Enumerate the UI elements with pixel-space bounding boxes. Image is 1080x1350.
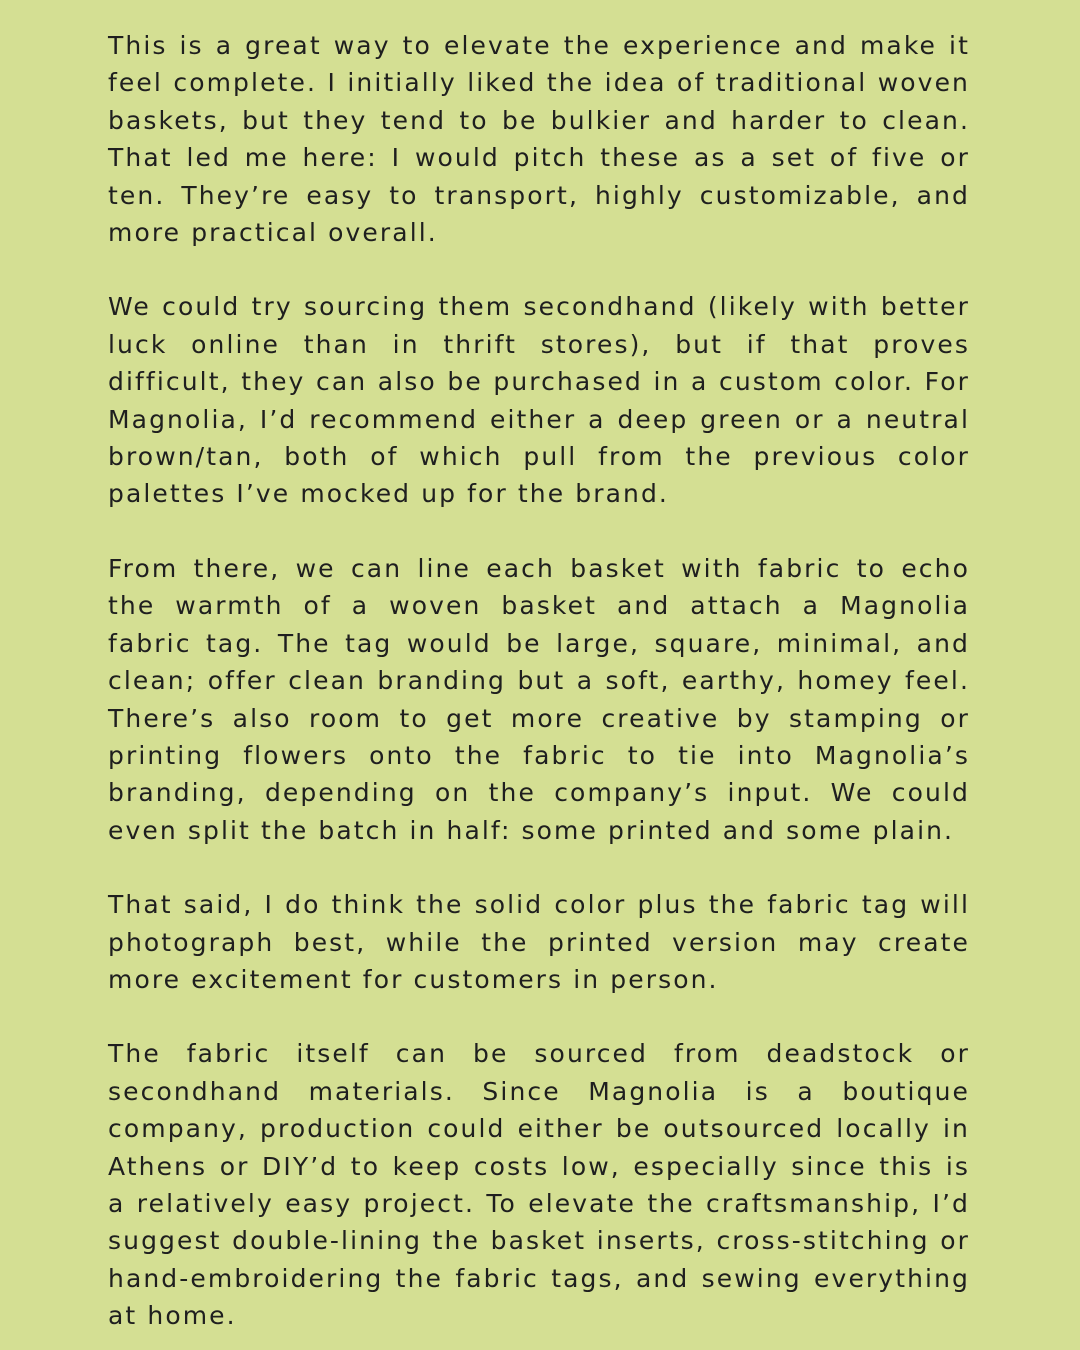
paragraph-sourcing: We could try sourcing them secondhand (likely with better luck online than in thrift stores), but if that proves difficult, they can also be purchased in a custom color. For Magnolia, I’d recommend either a deep green or a neutral brown/tan, both of which pull from the previous color palettes I’ve mocked up for the brand.	[108, 292, 970, 509]
paragraph-production: The fabric itself can be sourced from deadstock or secondhand materials. Since Magnolia is a boutique company, production could either be outsourced locally in Athens or DIY’d to keep costs low, especially since this is a relatively easy project. To elevate the craftsmanship, I’d suggest double-lining the basket inserts, cross-stitching or hand-embroidering the fabric tags, and sewing everything at home.	[108, 1039, 970, 1331]
paragraph-fabric-lining: From there, we can line each basket with fabric to echo the warmth of a woven basket and attach a Magnolia fabric tag. The tag would be large, square, minimal, and clean; offer clean branding but a soft, earthy, homey feel. There’s also room to get more creative by stamping or printing flowers onto the fabric to tie into Magnolia’s branding, depending on the company’s input. We could even split the batch in half: some printed and some plain.	[108, 553, 970, 845]
paragraph-baskets-intro: This is a great way to elevate the experience and make it feel complete. I initially liked the idea of traditional woven baskets, but they tend to be bulkier and harder to clean. That led me here: I would pitch these as a set of five or ten. They’re easy to transport, highly customizable, and more practical overall.	[108, 31, 970, 248]
paragraph-photography: That said, I do think the solid color plus the fabric tag will photograph best, while the printed version may create more excitement for customers in person.	[108, 890, 970, 994]
